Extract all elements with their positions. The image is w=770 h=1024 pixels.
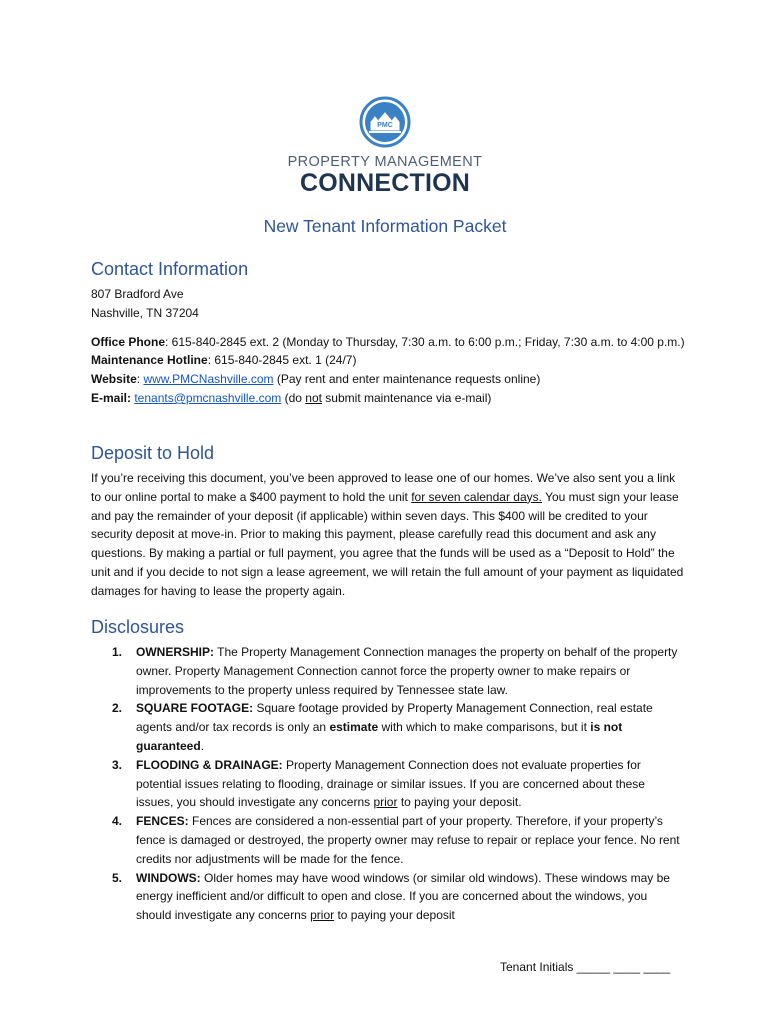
deposit-text-1: If you’re receiving this document, you’ve been approved to lease one of our homes. We’ve also sent you a link to our online portal to make a $400 payment to hold the unit xyxy=(91,471,676,504)
list-item xyxy=(91,699,681,755)
email-label: E-mail: xyxy=(91,390,135,405)
item-underlined: prior xyxy=(310,908,335,923)
item-text: . xyxy=(200,738,205,753)
email-note-post: submit maintenance via e-mail) xyxy=(321,390,492,405)
item-text: Older homes may have wood windows (or similar old windows). These windows may be energy inefficient and/or difficult to open and close. If you are concerned about the windows, you should investigate any concerns xyxy=(136,870,670,923)
maintenance-label: Maintenance Hotline xyxy=(91,353,208,368)
pmc-emblem-icon xyxy=(359,96,411,148)
item-label: FLOODING & DRAINAGE: xyxy=(136,757,283,772)
website-colon: : xyxy=(136,372,144,387)
contact-section xyxy=(91,285,691,408)
list-item xyxy=(91,869,681,925)
deposit-heading: Deposit to Hold xyxy=(91,443,215,463)
list-item xyxy=(91,756,681,812)
item-number: 1. xyxy=(112,645,123,659)
email-link[interactable]: tenants@pmcnashville.com xyxy=(134,390,282,405)
item-bold: estimate xyxy=(329,720,379,735)
email-note-not: not xyxy=(305,390,322,405)
item-text: The Property Management Connection manages the property on behalf of the property owner. Property Management Connection cannot force the property owner to make repairs or improvements to the property unless required by Tennessee state law. xyxy=(136,645,678,697)
item-text: Property Management Connection does not evaluate properties for potential issues relating to flooding, drainage or similar issues. If you are concerned about these issues, you should investigate any concerns xyxy=(136,757,645,810)
website-label: Website xyxy=(91,372,137,387)
website-note: (Pay rent and enter maintenance requests online) xyxy=(273,372,541,387)
office-phone-label: Office Phone xyxy=(91,334,166,349)
item-text: to paying your deposit. xyxy=(397,795,522,810)
maintenance-text: : 615-840-2845 ext. 1 (24/7) xyxy=(207,353,357,368)
item-number: 2. xyxy=(112,701,123,716)
address-line1: 807 Bradford Ave xyxy=(91,287,184,301)
document-title: New Tenant Information Packet xyxy=(263,216,507,236)
disclosures-heading: Disclosures xyxy=(91,617,185,637)
deposit-paragraph xyxy=(91,469,686,601)
deposit-text-2: You must sign your lease and pay the remainder of your deposit (if applicable) within seven days. This $400 will be credited to your security deposit at move-in. Prior to making this payment, please carefully read this document and ask any questions. By making a partial or full payment, you agree that the funds will be used as a “Deposit to Hold” the unit and if you decide to not sign a lease agreement, we will retain the full amount of your payment as liquidated damages for having to lease the property again. xyxy=(91,489,684,598)
item-bold: is not guaranteed xyxy=(136,720,623,753)
item-number: 4. xyxy=(112,814,123,829)
item-label: OWNERSHIP: xyxy=(136,645,214,659)
item-text: Fences are considered a non-essential part of your property. Therefore, if your property’s fence is damaged or destroyed, the property owner may refuse to repair or replace your fence. No rent credits nor adjustments will be made for the fence. xyxy=(136,814,680,866)
item-text: Square footage provided by Property Management Connection, real estate agents and/or tax records is only an xyxy=(136,701,653,735)
company-logo xyxy=(0,96,770,196)
item-label: WINDOWS: xyxy=(136,870,201,885)
list-item xyxy=(91,812,681,868)
office-phone xyxy=(91,333,691,352)
item-number: 3. xyxy=(112,757,123,772)
item-number: 5. xyxy=(112,870,123,885)
maintenance-hotline xyxy=(91,351,691,370)
emblem-letters: PMC xyxy=(377,122,393,129)
item-text: to paying your deposit xyxy=(334,908,455,923)
deposit-underlined: for seven calendar days. xyxy=(411,489,542,504)
address-line2: Nashville, TN 37204 xyxy=(91,305,199,320)
logo-main-text: CONNECTION xyxy=(299,169,471,197)
list-item xyxy=(91,643,681,699)
website-line xyxy=(91,370,691,389)
email-line xyxy=(91,389,691,408)
email-note-pre: (do xyxy=(281,390,306,405)
logo-top-text: PROPERTY MANAGEMENT xyxy=(287,154,483,170)
item-underlined: prior xyxy=(373,795,398,810)
item-label: SQUARE FOOTAGE: xyxy=(136,701,254,716)
item-text: with which to make comparisons, but it xyxy=(378,720,591,735)
item-label: FENCES: xyxy=(136,814,189,829)
tenant-initials: Tenant Initials _____ ____ ____ xyxy=(500,960,671,974)
disclosures-list xyxy=(91,643,681,925)
website-link[interactable]: www.PMCNashville.com xyxy=(143,372,274,387)
contact-heading: Contact Information xyxy=(91,259,249,279)
office-phone-text: : 615-840-2845 ext. 2 (Monday to Thursday, 7:30 a.m. to 6:00 p.m.; Friday, 7:30 a.m. to 4:00 p.m.) xyxy=(165,334,685,349)
